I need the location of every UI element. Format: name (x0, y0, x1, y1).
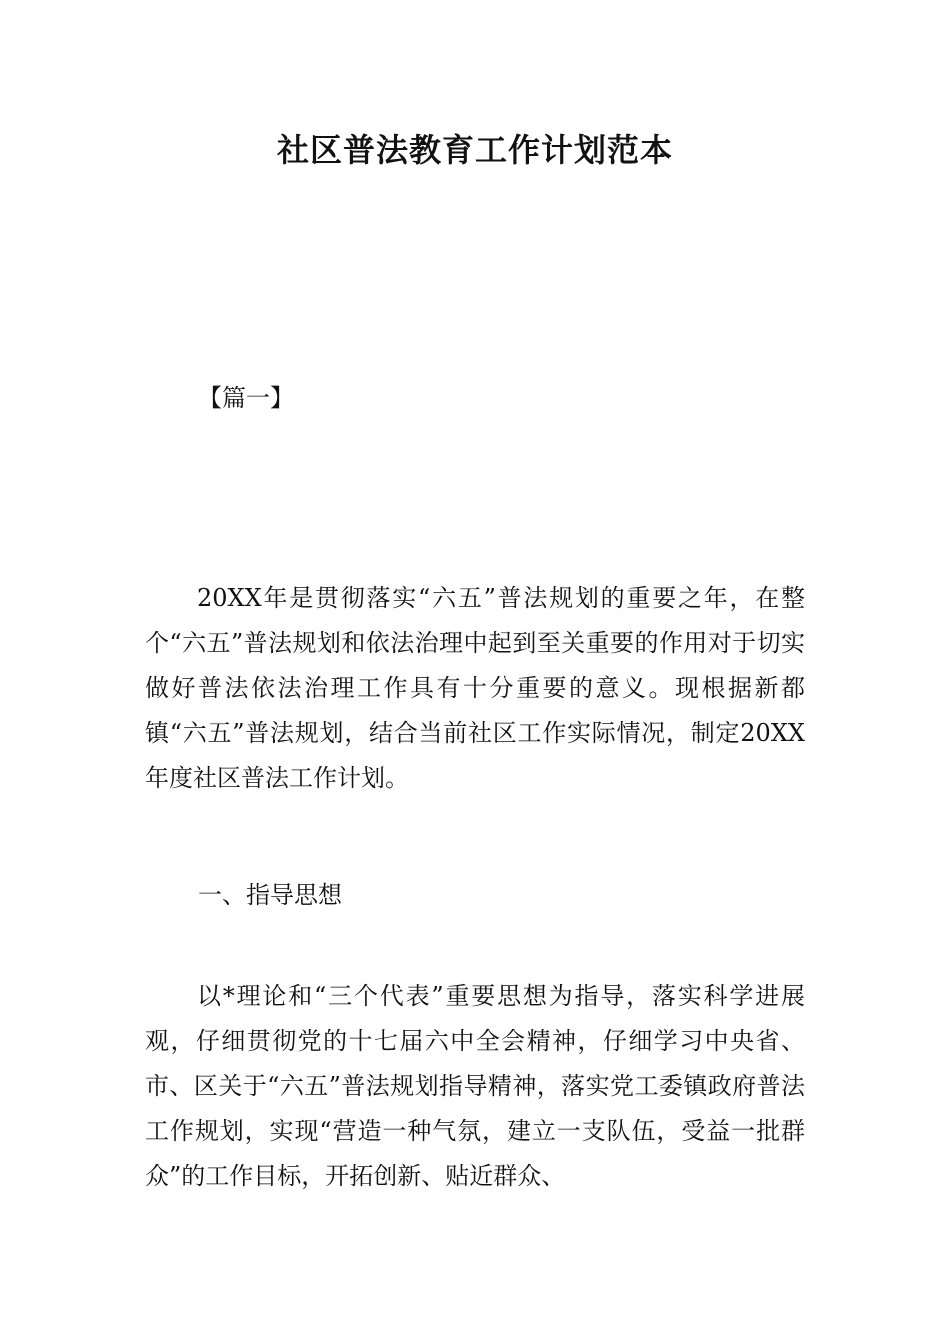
document-title: 社区普法教育工作计划范本 (276, 131, 673, 169)
section-heading-guiding-ideology: 一、指导思想 (198, 881, 342, 909)
section-tag: 【篇一】 (198, 384, 294, 412)
paragraph-intro: 20XX年是贯彻落实“六五”普法规划的重要之年，在整个“六五”普法规划和依法治理中起到至关重要的作用对于切实做好普法依法治理工作具有十分重要的意义。现根据新都镇“六五”普法规划，结合当前社区工作实际情况，制定20XX年度社区普法工作计划。 (145, 584, 805, 792)
paragraph-guiding-ideology: 以*理论和“三个代表”重要思想为指导，落实科学进展观，仔细贯彻党的十七届六中全会精神，仔细学习中央省、市、区关于“六五”普法规划指导精神，落实党工委镇政府普法工作规划，实现“营造一种气氛，建立一支队伍，受益一批群众”的工作目标，开拓创新、贴近群众、 (145, 982, 805, 1190)
